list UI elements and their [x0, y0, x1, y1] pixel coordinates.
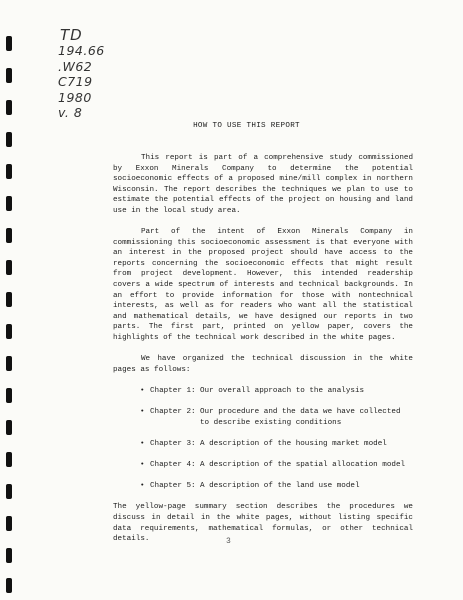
chapter-item: [113, 386, 413, 397]
bullet-icon: •: [140, 460, 145, 469]
binder-hole: [6, 132, 12, 147]
chapter-list: [113, 386, 413, 492]
call-number-line: C719: [58, 74, 93, 90]
binder-hole: [6, 36, 12, 51]
call-number-line: v. 8: [58, 105, 83, 121]
binder-hole: [6, 196, 12, 211]
chapter-description: A description of the land use model: [200, 482, 360, 491]
binder-hole: [6, 164, 12, 179]
binder-hole: [6, 578, 12, 593]
chapter-description: Our overall approach to the analysis: [200, 386, 365, 395]
chapter-label: Chapter 4:: [150, 460, 196, 469]
binder-hole: [6, 516, 12, 531]
call-number-line: .W62: [58, 58, 93, 74]
binder-hole: [6, 356, 12, 371]
binder-hole: [6, 100, 12, 115]
chapter-label: Chapter 3:: [150, 439, 196, 448]
binder-hole: [6, 292, 12, 307]
page-number: 3: [226, 537, 231, 546]
chapter-label: Chapter 1:: [150, 386, 196, 395]
paragraph: This report is part of a comprehensive study commissioned by Exxon Minerals Company to determine the potential socioeconomic effects of a proposed mine/mill complex in northern Wisconsin. The report describes the techniques we plan to use to estimate the potential effects of the project on housing and land use in the local study area.: [113, 154, 413, 215]
chapter-label: Chapter 5:: [150, 482, 196, 491]
binder-hole: [6, 484, 12, 499]
call-number-line: TD: [60, 26, 83, 44]
bullet-icon: •: [140, 407, 145, 416]
binder-hole: [6, 548, 12, 563]
binder-hole: [6, 388, 12, 403]
binder-hole: [6, 420, 12, 435]
chapter-item: [113, 460, 413, 471]
chapter-description: Our procedure and the data we have collected to describe existing conditions: [200, 407, 401, 427]
binder-hole: [6, 68, 12, 83]
paragraph: Part of the intent of Exxon Minerals Company in commissioning this socioeconomic assessment is that everyone with an interest in the proposed project should have access to the reports concerning the socioeconomic effects that might result from project development. However, this intended readership covers a wide spectrum of interests and technical backgrounds. In an effort to provide information for those with nontechnical interests, as well as for readers who want all the statistical and mathematical details, we have designed our reports in two parts. The first part, printed on yellow paper, covers the highlights of the technical work described in the white pages.: [113, 228, 413, 342]
chapter-item: [113, 407, 413, 428]
binder-hole: [6, 260, 12, 275]
body-text: [113, 153, 413, 555]
page-title: HOW TO USE THIS REPORT: [193, 122, 300, 130]
binder-holes: [6, 30, 14, 590]
bullet-icon: •: [140, 439, 145, 448]
chapter-item: [113, 439, 413, 450]
handwritten-call-number: [58, 28, 105, 120]
chapter-description: A description of the spatial allocation model: [200, 460, 406, 469]
binder-hole: [6, 228, 12, 243]
chapter-description: A description of the housing market model: [200, 439, 387, 448]
bullet-icon: •: [140, 482, 145, 491]
chapter-item: [113, 481, 413, 492]
chapter-label: Chapter 2:: [150, 407, 196, 416]
paragraph: We have organized the technical discussion in the white pages as follows:: [113, 355, 413, 374]
call-number-line: 1980: [58, 89, 92, 105]
binder-hole: [6, 324, 12, 339]
closing-paragraph: The yellow-page summary section describes the procedures we discuss in detail in the white pages, without listing specific data requirements, mathematical formulas, or other technical details.: [113, 503, 413, 544]
call-number-line: 194.66: [58, 43, 105, 59]
binder-hole: [6, 452, 12, 467]
bullet-icon: •: [140, 386, 145, 395]
